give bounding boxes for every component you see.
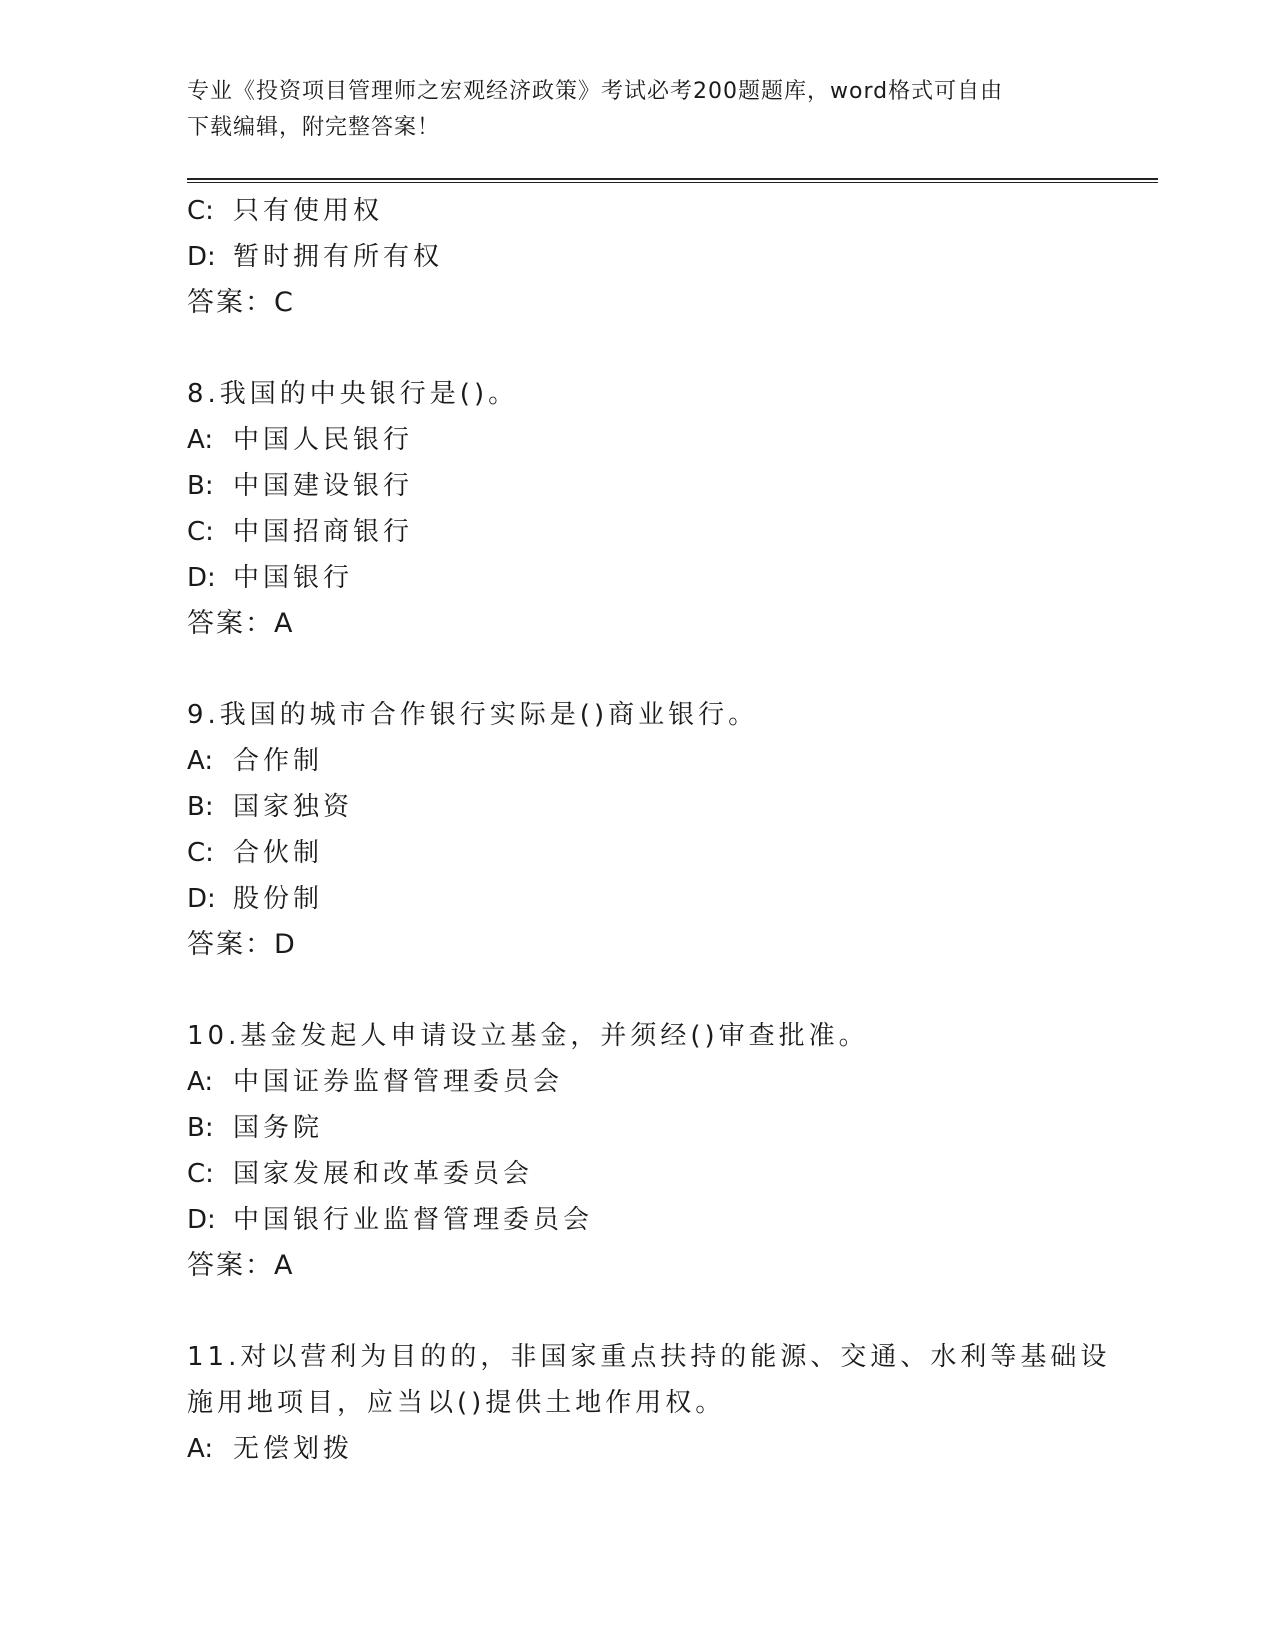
answer-line: 答案：A: [187, 1250, 295, 1281]
option-key: C:: [187, 1159, 214, 1189]
option-text: 合伙制: [233, 838, 324, 868]
option-key: C:: [187, 838, 214, 868]
option-line: [187, 876, 1087, 922]
option-line: [187, 1151, 1087, 1197]
question-stem: 11.对以营利为目的的，非国家重点扶持的能源、交通、水利等基础设: [187, 1342, 1111, 1372]
option-line: [187, 188, 1087, 234]
option-text: 暂时拥有所有权: [233, 242, 444, 272]
option-line: [187, 509, 1087, 555]
answer-line: 答案：D: [187, 929, 297, 960]
option-key: A:: [187, 1067, 214, 1097]
option-key: A:: [187, 746, 214, 776]
option-text: 中国人民银行: [233, 425, 414, 455]
option-key: B:: [187, 471, 214, 501]
option-key: A:: [187, 425, 214, 455]
option-key: C:: [187, 196, 214, 226]
option-text: 中国证券监督管理委员会: [233, 1067, 564, 1097]
option-text: 国务院: [233, 1113, 324, 1143]
option-key: C:: [187, 517, 214, 547]
header-rule: [187, 178, 1158, 180]
document-header: [187, 74, 1087, 146]
option-text: 合作制: [233, 746, 324, 776]
option-key: A:: [187, 1434, 214, 1464]
question-stem: 10.基金发起人申请设立基金，并须经()审查批准。: [187, 1021, 869, 1051]
header-line-1: 专业《投资项目管理师之宏观经济政策》考试必考200题题库，word格式可自由: [187, 79, 1004, 104]
option-line: [187, 555, 1087, 601]
option-key: D:: [187, 1205, 216, 1235]
answer-line: 答案：C: [187, 287, 295, 318]
question-list: [187, 188, 1111, 1472]
option-line: [187, 463, 1087, 509]
option-key: D:: [187, 884, 216, 914]
option-text: 中国银行: [233, 563, 354, 593]
option-text: 中国招商银行: [233, 517, 414, 547]
option-text: 只有使用权: [233, 196, 384, 226]
option-line: [187, 234, 1087, 280]
option-line: [187, 830, 1087, 876]
header-line-2: 下载编辑，附完整答案！: [187, 115, 441, 140]
header-rule-thin: [187, 182, 1158, 183]
option-text: 中国建设银行: [233, 471, 414, 501]
option-key: B:: [187, 1113, 214, 1143]
question-stem: 8.我国的中央银行是()。: [187, 379, 519, 409]
answer-line: 答案：A: [187, 608, 295, 639]
question-stem: 9.我国的城市合作银行实际是()商业银行。: [187, 700, 759, 730]
option-text: 股份制: [233, 884, 324, 914]
option-line: [187, 1059, 1087, 1105]
option-text: 无偿划拨: [233, 1434, 354, 1464]
option-line: [187, 738, 1087, 784]
option-line: [187, 417, 1087, 463]
option-text: 国家发展和改革委员会: [233, 1159, 534, 1189]
option-text: 国家独资: [233, 792, 354, 822]
option-line: [187, 1197, 1087, 1243]
option-key: B:: [187, 792, 214, 822]
option-key: D:: [187, 563, 216, 593]
option-key: D:: [187, 242, 216, 272]
question-stem-continued: 施用地项目，应当以()提供土地作用权。: [187, 1388, 726, 1418]
option-text: 中国银行业监督管理委员会: [233, 1205, 594, 1235]
option-line: [187, 1105, 1087, 1151]
option-line: [187, 784, 1087, 830]
option-line: [187, 1426, 1087, 1472]
